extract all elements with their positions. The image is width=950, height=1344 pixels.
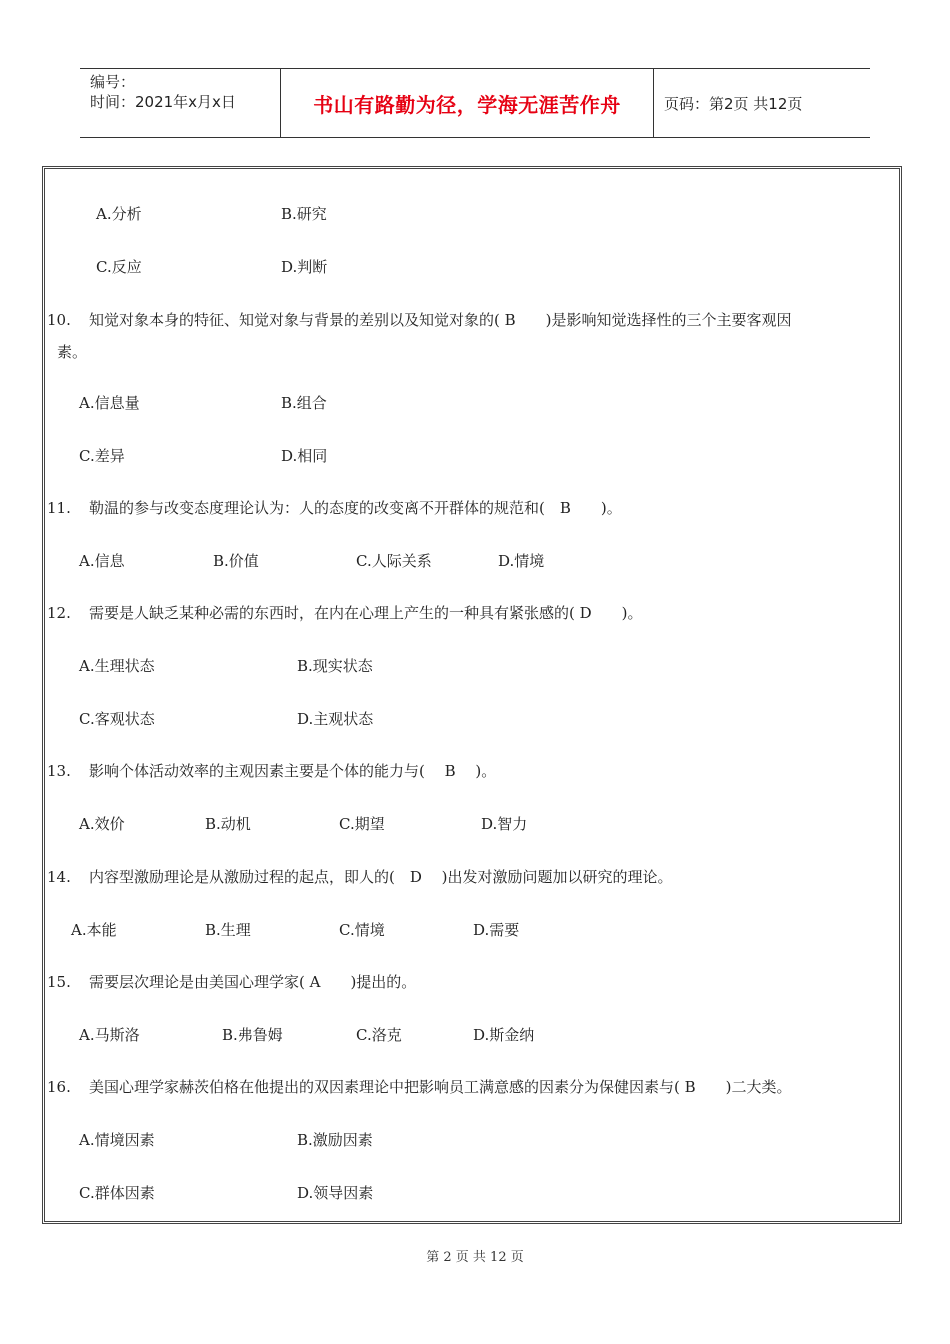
question-text: 影响个体活动效率的主观因素主要是个体的能力与( B )。 [89, 762, 497, 780]
option-c: C.洛克 [356, 1026, 402, 1044]
option-c: C.群体因素 [79, 1184, 155, 1202]
option-d: D.领导因素 [297, 1184, 374, 1202]
question-11 [47, 498, 622, 518]
option-a: A.本能 [71, 921, 117, 939]
option-d: D.需要 [473, 921, 520, 939]
option-a: A.马斯洛 [79, 1026, 140, 1044]
option-c: C.反应 [96, 258, 142, 276]
option-d: D.情境 [498, 552, 545, 570]
header-motto-cell [281, 69, 654, 137]
option-b: B.现实状态 [297, 657, 373, 675]
question-number: 16. [47, 1078, 71, 1096]
header-motto: 书山有路勤为径，学海无涯苦作舟 [313, 92, 621, 117]
option-a: A.分析 [96, 205, 142, 223]
question-number: 11. [47, 499, 71, 517]
option-a: A.信息 [79, 552, 125, 570]
question-16 [47, 1077, 792, 1097]
option-d: D.斯金纳 [473, 1026, 535, 1044]
question-text: 需要是人缺乏某种必需的东西时，在内在心理上产生的一种具有紧张感的( D )。 [89, 604, 643, 622]
page-header [80, 68, 870, 138]
page-footer: 第 2 页 共 12 页 [426, 1250, 524, 1265]
question-number: 10. [47, 311, 71, 329]
option-d: D.相同 [281, 447, 328, 465]
question-text: 勒温的参与改变态度理论认为：人的态度的改变离不开群体的规范和( B )。 [89, 499, 622, 517]
option-b: B.弗鲁姆 [222, 1026, 283, 1044]
question-text: 美国心理学家赫茨伯格在他提出的双因素理论中把影响员工满意感的因素分为保健因素与( B )二大类。 [89, 1078, 792, 1096]
question-number: 13. [47, 762, 71, 780]
header-page-cell [654, 69, 870, 137]
document-date-label: 时间：2021年x月x日 [90, 93, 236, 111]
option-c: C.人际关系 [356, 552, 432, 570]
option-b: B.动机 [205, 815, 251, 833]
question-text-continuation: 素。 [57, 343, 88, 361]
question-10 [47, 310, 792, 330]
question-13 [47, 761, 496, 781]
option-b: B.激励因素 [297, 1131, 373, 1149]
question-text: 知觉对象本身的特征、知觉对象与背景的差别以及知觉对象的( B )是影响知觉选择性的三个主要客观因 [89, 311, 792, 329]
option-a: A.生理状态 [79, 657, 155, 675]
question-12 [47, 603, 643, 623]
document-number-label: 编号： [90, 73, 136, 91]
question-text: 需要层次理论是由美国心理学家( A )提出的。 [89, 973, 417, 991]
question-text: 内容型激励理论是从激励过程的起点，即人的( D )出发对激励问题加以研究的理论。 [89, 868, 673, 886]
header-page-info: 页码：第2页 共12页 [664, 94, 803, 113]
option-b: B.研究 [281, 205, 327, 223]
option-b: B.组合 [281, 394, 327, 412]
option-d: D.判断 [281, 258, 328, 276]
option-d: D.主观状态 [297, 710, 374, 728]
option-d: D.智力 [481, 815, 528, 833]
question-15 [47, 972, 416, 992]
header-info-cell [80, 69, 281, 137]
option-c: C.差异 [79, 447, 125, 465]
question-number: 12. [47, 604, 71, 622]
question-14 [47, 867, 673, 887]
option-c: C.客观状态 [79, 710, 155, 728]
question-number: 14. [47, 868, 71, 886]
question-number: 15. [47, 973, 71, 991]
option-a: A.信息量 [79, 394, 140, 412]
option-b: B.价值 [213, 552, 259, 570]
option-c: C.期望 [339, 815, 385, 833]
option-c: C.情境 [339, 921, 385, 939]
option-b: B.生理 [205, 921, 251, 939]
option-a: A.效价 [79, 815, 125, 833]
option-a: A.情境因素 [79, 1131, 155, 1149]
